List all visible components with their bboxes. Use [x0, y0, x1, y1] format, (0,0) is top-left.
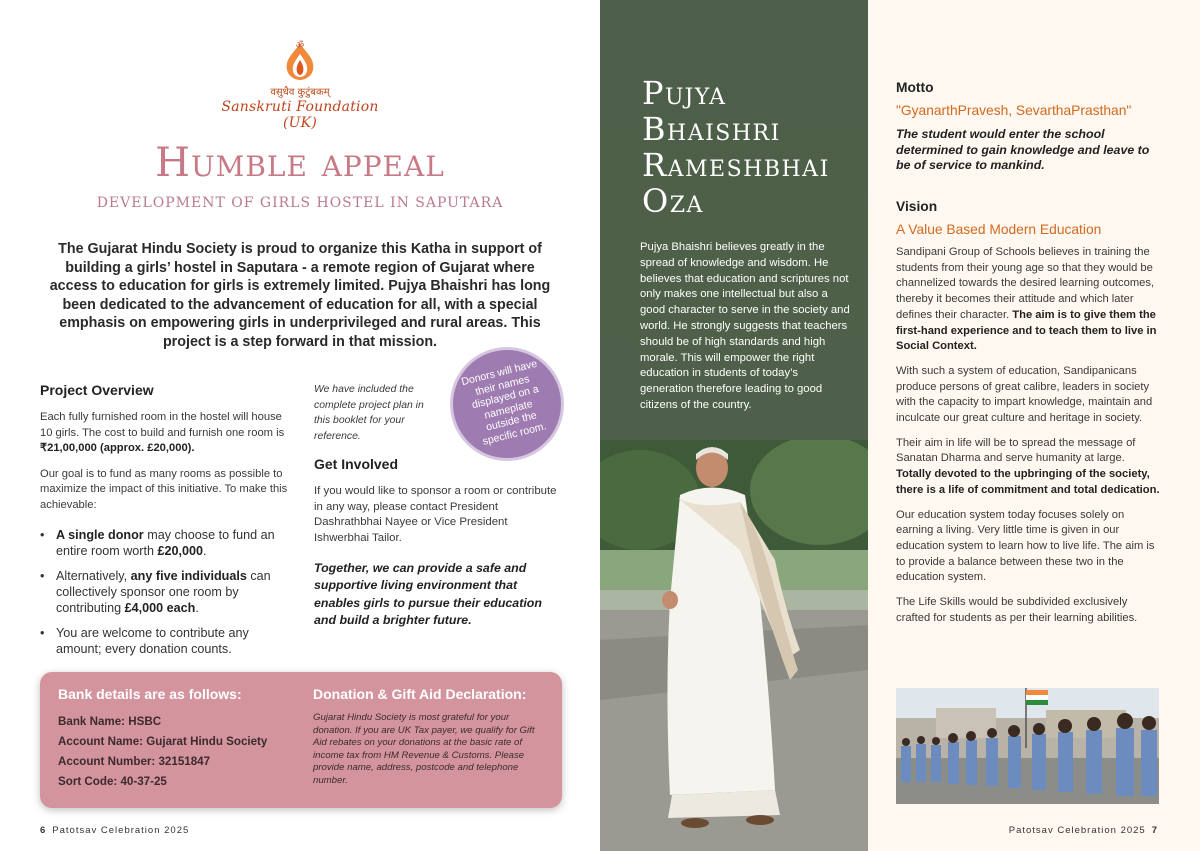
list-item: • A single donor may choose to fund an entire room worth £20,000. [40, 527, 290, 559]
get-involved-body: If you would like to sponsor a room or contribute in any way, please contact President Dashrathbhai Nayee or Vice President Ishwerbhai Tailor. [314, 485, 557, 544]
vision-subheading: A Value Based Modern Education [896, 222, 1102, 237]
vision-paragraph: With such a system of education, Sandipanicans produce persons of great calibre, leaders in society with the capacity to impart knowledge, maintain and inculcate our great culture and heritage in society. [896, 364, 1153, 425]
logo-name: Sanskruti Foundation (UK) [221, 99, 379, 131]
project-plan-note: We have included the complete project plan in this booklet for your reference. [314, 384, 424, 442]
bhaishri-panel [600, 0, 868, 851]
bank-heading: Bank details are as follows: [58, 686, 242, 702]
page-number: 6 [40, 825, 47, 836]
list-item: • Alternatively, any five individuals can collectively sponsor one room by contributing £4,000 each. [40, 568, 290, 616]
intro-paragraph: The Gujarat Hindu Society is proud to organize this Katha in support of building a girls’ hostel in Saputara - a remote region of Gujarat where access to education for girls is extremely limited. Pujya Bhaishri has long been dedicated to the advancement of education for all, with a special emphasis on empowering girls in underprivileged and rural areas. This project is a step forward in that mission. [49, 241, 551, 350]
project-overview-section [40, 382, 290, 666]
donor-badge-text: Donors will have their names displayed on a nameplate outside the specific room. [460, 357, 548, 448]
gift-aid-heading: Donation & Gift Aid Declaration: [313, 686, 527, 702]
sort-code: Sort Code: 40-37-25 [58, 775, 167, 788]
project-overview-heading: Project Overview [40, 382, 154, 398]
together-statement: Together, we can provide a safe and supportive living environment that enables girls to pursue their education and build a brighter future. [314, 561, 542, 628]
footer-title: Patotsav Celebration 2025 [52, 825, 190, 836]
vision-paragraph: Their aim in life will be to spread the message of Sanatan Dharma and serve humanity at large. Totally devoted to the upbringing of the society, there is a life of commitment and total dedication. [896, 436, 1160, 496]
logo-motto: वसुधैव कुटुंबकम् [270, 87, 330, 98]
motto-section [896, 80, 1160, 174]
list-item: • You are welcome to contribute any amount; every donation counts. [40, 625, 290, 657]
vision-heading: Vision [896, 199, 938, 214]
vision-section [896, 199, 1160, 626]
footer-right [1009, 825, 1158, 836]
motto-quote: "GyanarthPravesh, SevarthaPrasthan" [896, 103, 1132, 118]
right-page [868, 0, 1200, 851]
vision-paragraph: The Life Skills would be subdivided exclusively crafted for students as per their learning abilities. [896, 596, 1138, 624]
om-flame-icon [277, 38, 323, 82]
get-involved-heading: Get Involved [314, 456, 399, 472]
svg-text:ॐ: ॐ [295, 41, 305, 51]
account-number: Account Number: 32151847 [58, 755, 211, 768]
bank-name: Bank Name: HSBC [58, 715, 162, 728]
overview-goal-paragraph: Our goal is to fund as many rooms as possible to maximize the impact of this initiative. To make this achievable: [40, 467, 288, 511]
page-subtitle: DEVELOPMENT OF GIRLS HOSTEL IN SAPUTARA [96, 195, 504, 211]
footer-left [40, 825, 189, 836]
bank-details-box [40, 672, 562, 808]
donation-options-list [40, 527, 290, 657]
footer-title: Patotsav Celebration 2025 [1008, 825, 1146, 836]
bhaishri-photo [600, 440, 868, 851]
gift-aid-text: Gujarat Hindu Society is most grateful for your donation. If you are UK Tax payer, we qualify for Gift Aid rebates on your donations at the basic rate of income tax from HM Revenue & Customs. Please provide name, address, postcode and telephone number. [313, 712, 535, 786]
motto-heading: Motto [896, 80, 934, 95]
vision-paragraph: Sandipani Group of Schools believes in training the students from their young age so that they would be channelized towards the desired learning outcomes, thereby it becomes their attitude and which later defines their character. The aim is to give them the first-hand experience and to teach them to live in Social Context. [896, 246, 1157, 353]
page-number: 7 [1151, 825, 1158, 836]
motto-explanation: The student would enter the school determined to gain knowledge and leave to be of service to mankind. [896, 127, 1150, 173]
bhaishri-bio: Pujya Bhaishri believes greatly in the spread of knowledge and wisdom. He believes that education and scriptures not only makes one intellectual but also a good character to serve in the society and world. He strongly suggests that teachers should be of high standards and high morale. This will empower the right education in students of today’s generation therefore leading to good citizens of the country. [640, 241, 850, 411]
gift-aid-declaration [313, 686, 549, 787]
page-title: Humble appeal [155, 140, 445, 186]
bank-details [58, 686, 298, 792]
get-involved-section [314, 382, 559, 630]
foundation-logo [215, 38, 385, 131]
account-name: Account Name: Gujarat Hindu Society [58, 735, 268, 748]
overview-cost-paragraph: Each fully furnished room in the hostel will house 10 girls. The cost to build and furnish one room is ₹21,00,000 (approx. £20,000). [40, 411, 285, 454]
vision-paragraph: Our education system today focuses solely on earning a living. Very little time is given in our education system to learn how to live life. The aim is to provide a balance between these two in the education system. [896, 508, 1155, 584]
students-photo [896, 688, 1159, 804]
bhaishri-name: Pujya Bhaishri Rameshbhai Oza [642, 74, 830, 220]
